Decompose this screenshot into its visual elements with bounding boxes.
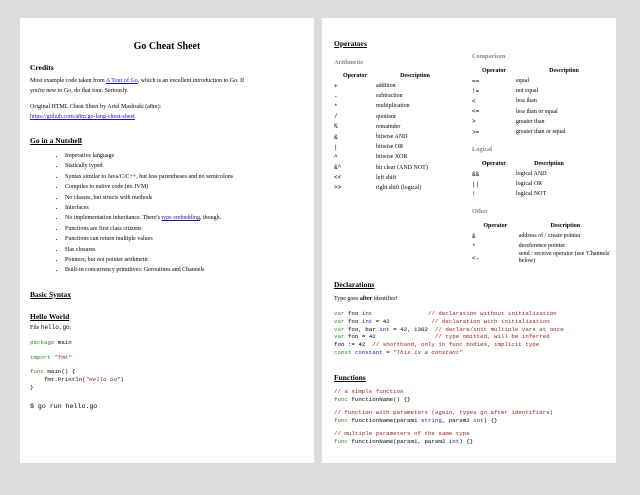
operator-cell: <-	[472, 254, 480, 262]
list-item: • Pointers, but not pointer arithmetic	[65, 255, 233, 265]
operator-cell: /	[334, 113, 338, 121]
code-comment: // shorthand, only in func bodies, implicit type	[372, 341, 540, 349]
other-rows	[472, 231, 612, 265]
operator-cell: %	[334, 123, 338, 131]
code-comment: // a simple function	[334, 388, 404, 395]
operators-heading: Operators	[334, 39, 367, 48]
code-text	[376, 333, 435, 340]
string-literal: "fmt"	[54, 354, 72, 361]
table-row	[334, 142, 454, 152]
keyword: var	[334, 310, 345, 317]
code-import	[30, 354, 72, 362]
description-cell: greater than or equal	[516, 129, 566, 136]
code-text: =	[382, 349, 394, 356]
code-text: foo	[344, 310, 362, 317]
code-text: main() {	[43, 368, 76, 375]
operator-cell: *	[472, 242, 476, 250]
code-text	[372, 310, 428, 317]
logical-rows	[472, 169, 582, 200]
description-cell: equal	[516, 78, 529, 85]
table-row	[472, 76, 612, 86]
table-row	[334, 173, 454, 183]
operator-cell: >	[472, 118, 476, 126]
file-label-text: File	[30, 325, 41, 331]
table-header-row	[334, 70, 454, 81]
code-text: foo = 42	[344, 333, 376, 341]
column-header: Description	[534, 160, 564, 167]
operator-cell: !	[472, 190, 476, 198]
code-line	[334, 318, 550, 326]
list-item: • Built-in concurrency primitives: Goroutines and Channels	[65, 265, 233, 275]
table-row	[472, 169, 582, 179]
code-text: foo	[344, 317, 362, 325]
string-literal: "This is a constant"	[393, 349, 463, 356]
keyword: func	[334, 417, 348, 424]
nutshell-list	[57, 151, 233, 276]
type-embedding-link[interactable]: type embedding	[161, 215, 200, 222]
table-header-row	[472, 158, 582, 169]
github-link[interactable]: https://github.com/a8m/go-lang-cheat-sheet	[30, 114, 135, 120]
code-text: ) {}	[459, 438, 474, 445]
table-row	[334, 81, 454, 91]
table-row	[334, 91, 454, 101]
type-name: int	[379, 325, 390, 333]
table-header-row	[472, 65, 612, 76]
table-row	[472, 117, 612, 127]
decl-emphasis: after	[359, 296, 373, 302]
operator-cell: !=	[472, 87, 480, 95]
description-cell: addition	[376, 83, 396, 90]
column-header: Operator	[483, 222, 508, 229]
code-package	[30, 339, 72, 347]
keyword: func	[334, 438, 348, 445]
keyword: import	[30, 354, 51, 361]
description-cell: not equal	[516, 88, 539, 95]
list-item-tail: , though.	[199, 215, 222, 222]
table-row	[334, 163, 454, 173]
operator-cell: <<	[334, 174, 342, 182]
code-text: functionName(param1, param2	[347, 438, 449, 445]
keyword: var	[334, 317, 345, 325]
comparison-heading: Comparison	[472, 53, 506, 60]
column-header: Description	[400, 72, 430, 79]
table-row	[472, 241, 612, 251]
operator-cell: >>	[334, 184, 342, 192]
keyword: package	[30, 339, 55, 346]
code-comment: // type omitted, will be inferred	[434, 333, 550, 341]
table-row	[472, 107, 612, 117]
code-func-same-type	[334, 438, 473, 446]
declarations-heading: Declarations	[334, 280, 375, 289]
code-text: )	[120, 376, 124, 383]
list-item-text: No implementation inheritance. There's	[65, 215, 162, 222]
description-cell: send / receive operator (see 'Channels' below)	[518, 251, 611, 265]
description-cell: logical NOT	[516, 191, 547, 198]
description-cell: bitwise XOR	[376, 154, 408, 161]
table-row	[472, 231, 612, 241]
logical-heading: Logical	[472, 146, 492, 153]
operator-cell: &	[472, 232, 476, 240]
column-header: Operator	[482, 160, 506, 167]
credits-paragraph	[30, 76, 310, 96]
table-row	[334, 132, 454, 142]
operator-cell: ^	[334, 153, 338, 161]
page-title: Go Cheat Sheet	[133, 41, 201, 52]
operator-cell: <=	[472, 108, 480, 116]
left-page	[20, 18, 314, 463]
credits-original	[30, 102, 310, 122]
keyword: const	[334, 349, 352, 356]
arithmetic-heading: Arithmetic	[334, 59, 364, 66]
description-cell: dereference pointer	[518, 242, 566, 249]
code-comment: // declaration without initialization	[427, 310, 557, 317]
description-cell: address of / create pointer	[518, 232, 581, 239]
table-row	[334, 183, 454, 193]
functions-heading: Functions	[334, 373, 366, 382]
column-header: Operator	[343, 72, 367, 79]
decl-text: Type goes	[334, 296, 360, 302]
description-cell: greater than	[516, 118, 545, 125]
declarations-text	[334, 294, 398, 304]
list-item: • Has closures	[65, 245, 233, 255]
table-row	[472, 251, 612, 265]
code-text: foo := 42	[334, 341, 373, 349]
code-const	[334, 349, 463, 357]
description-cell: logical OR	[516, 181, 543, 188]
tour-of-go-link[interactable]: A Tour of Go	[105, 78, 138, 84]
code-text: , param2	[441, 417, 474, 424]
description-cell: subtraction	[376, 93, 403, 100]
description-cell: left shift	[376, 174, 397, 181]
table-row	[472, 179, 582, 189]
code-line	[334, 333, 550, 341]
list-item: • Syntax similar to Java/C/C++, but less parentheses and no semicolons	[65, 172, 233, 182]
string-literal: "Hello Go"	[85, 376, 121, 383]
operator-cell: ==	[472, 77, 480, 85]
description-cell: right shift (logical)	[376, 184, 422, 191]
table-row	[472, 189, 582, 199]
code-text: ) {}	[483, 417, 498, 424]
description-cell: less than or equal	[516, 108, 558, 115]
other-table	[472, 220, 612, 265]
description-cell: bit clear (AND NOT)	[376, 164, 428, 171]
operator-cell: -	[334, 92, 338, 100]
code-func-simple	[334, 396, 411, 404]
operator-cell: +	[334, 82, 338, 90]
operator-cell: *	[334, 102, 338, 110]
keyword: func	[30, 368, 44, 375]
table-row	[334, 122, 454, 132]
column-header: Description	[550, 222, 581, 229]
arithmetic-table	[334, 70, 454, 193]
type-name: int	[361, 310, 373, 317]
keyword: var	[334, 333, 345, 341]
code-comment: // multiple parameters of the same type	[334, 430, 470, 437]
code-func-params	[334, 417, 498, 425]
table-row	[472, 86, 612, 96]
comparison-table	[472, 65, 612, 137]
table-row	[334, 112, 454, 122]
table-header-row	[472, 220, 612, 231]
list-item: • Imperative language	[65, 151, 233, 161]
list-item: • Compiles to native code (no JVM)	[65, 182, 233, 192]
code-text: = 42	[372, 317, 432, 325]
logical-table	[472, 158, 582, 200]
credits-text-3: you're new to Go, do that tour. Seriously.	[30, 88, 129, 94]
credits-original-text: Original HTML Cheat Sheet by Ariel Mashraki (a8m):	[30, 104, 162, 110]
code-text: functionName() {}	[347, 396, 411, 403]
run-command: $ go run hello.go	[30, 403, 98, 410]
table-row	[472, 96, 612, 106]
keyword: func	[334, 396, 348, 403]
description-cell: bitwise AND	[376, 134, 408, 141]
file-colon: :	[69, 325, 72, 331]
code-line	[334, 341, 539, 349]
column-header: Description	[549, 67, 579, 74]
file-name: hello.go	[40, 324, 70, 331]
description-cell: bitwise OR	[376, 144, 404, 151]
list-item	[65, 213, 233, 223]
table-row	[334, 152, 454, 162]
operator-cell: ||	[472, 180, 480, 188]
operator-cell: &^	[334, 164, 342, 172]
code-line	[334, 326, 564, 334]
description-cell: logical AND	[516, 171, 547, 178]
operator-cell: &&	[472, 170, 480, 178]
list-item: • No classes, but structs with methods	[65, 193, 233, 203]
code-text: foo, bar	[344, 325, 380, 333]
description-cell: quotient	[376, 113, 396, 120]
list-item: • Statically typed	[65, 161, 233, 171]
column-header: Operator	[482, 67, 506, 74]
comparison-rows	[472, 76, 612, 137]
type-name: int	[473, 417, 484, 424]
list-item: • Interfaces	[65, 203, 233, 213]
type-name: string	[420, 417, 442, 424]
code-line	[334, 310, 557, 318]
code-comment: // declare/init multiple vars at once	[434, 325, 564, 333]
code-func	[30, 368, 75, 376]
code-close: }	[30, 384, 34, 391]
list-item: • Functions can return multiple values	[65, 234, 233, 244]
operator-cell: <	[472, 97, 476, 105]
right-page	[322, 18, 616, 463]
code-text: functionName(param1	[347, 417, 421, 424]
description-cell: remainder	[376, 123, 401, 130]
credits-heading: Credits	[30, 63, 54, 72]
basic-syntax-heading: Basic Syntax	[30, 290, 72, 299]
hello-world-heading: Hello World	[30, 312, 70, 321]
type-name: int	[448, 438, 460, 445]
code-println	[30, 376, 124, 384]
code-text: fmt.Println(	[30, 376, 86, 383]
operator-cell: >=	[472, 128, 480, 136]
table-row	[472, 127, 612, 137]
arithmetic-rows	[334, 81, 454, 193]
type-name: int	[361, 317, 373, 325]
operator-cell: |	[334, 143, 338, 151]
file-label	[30, 323, 71, 333]
keyword: var	[334, 325, 345, 333]
code-text: = 42, 1302	[389, 325, 435, 333]
description-cell: multiplication	[376, 103, 410, 110]
code-text: main	[54, 339, 72, 346]
description-cell: less than	[516, 98, 537, 105]
decl-text-2: identifier!	[372, 296, 398, 302]
code-comment: // function with parameters (again, types go after identifiers)	[334, 409, 554, 416]
other-heading: Other	[472, 208, 489, 215]
operator-cell: &	[334, 133, 338, 141]
const-name: constant	[351, 349, 383, 356]
table-row	[334, 101, 454, 111]
list-item: • Functions are first class citizens	[65, 224, 233, 234]
nutshell-heading: Go in a Nutshell	[30, 136, 82, 145]
credits-text-2: , which is an excellent introduction to Go. If	[137, 78, 245, 84]
code-comment: // declaration with initialization	[431, 317, 550, 325]
credits-text: Most example code taken from	[30, 78, 106, 84]
